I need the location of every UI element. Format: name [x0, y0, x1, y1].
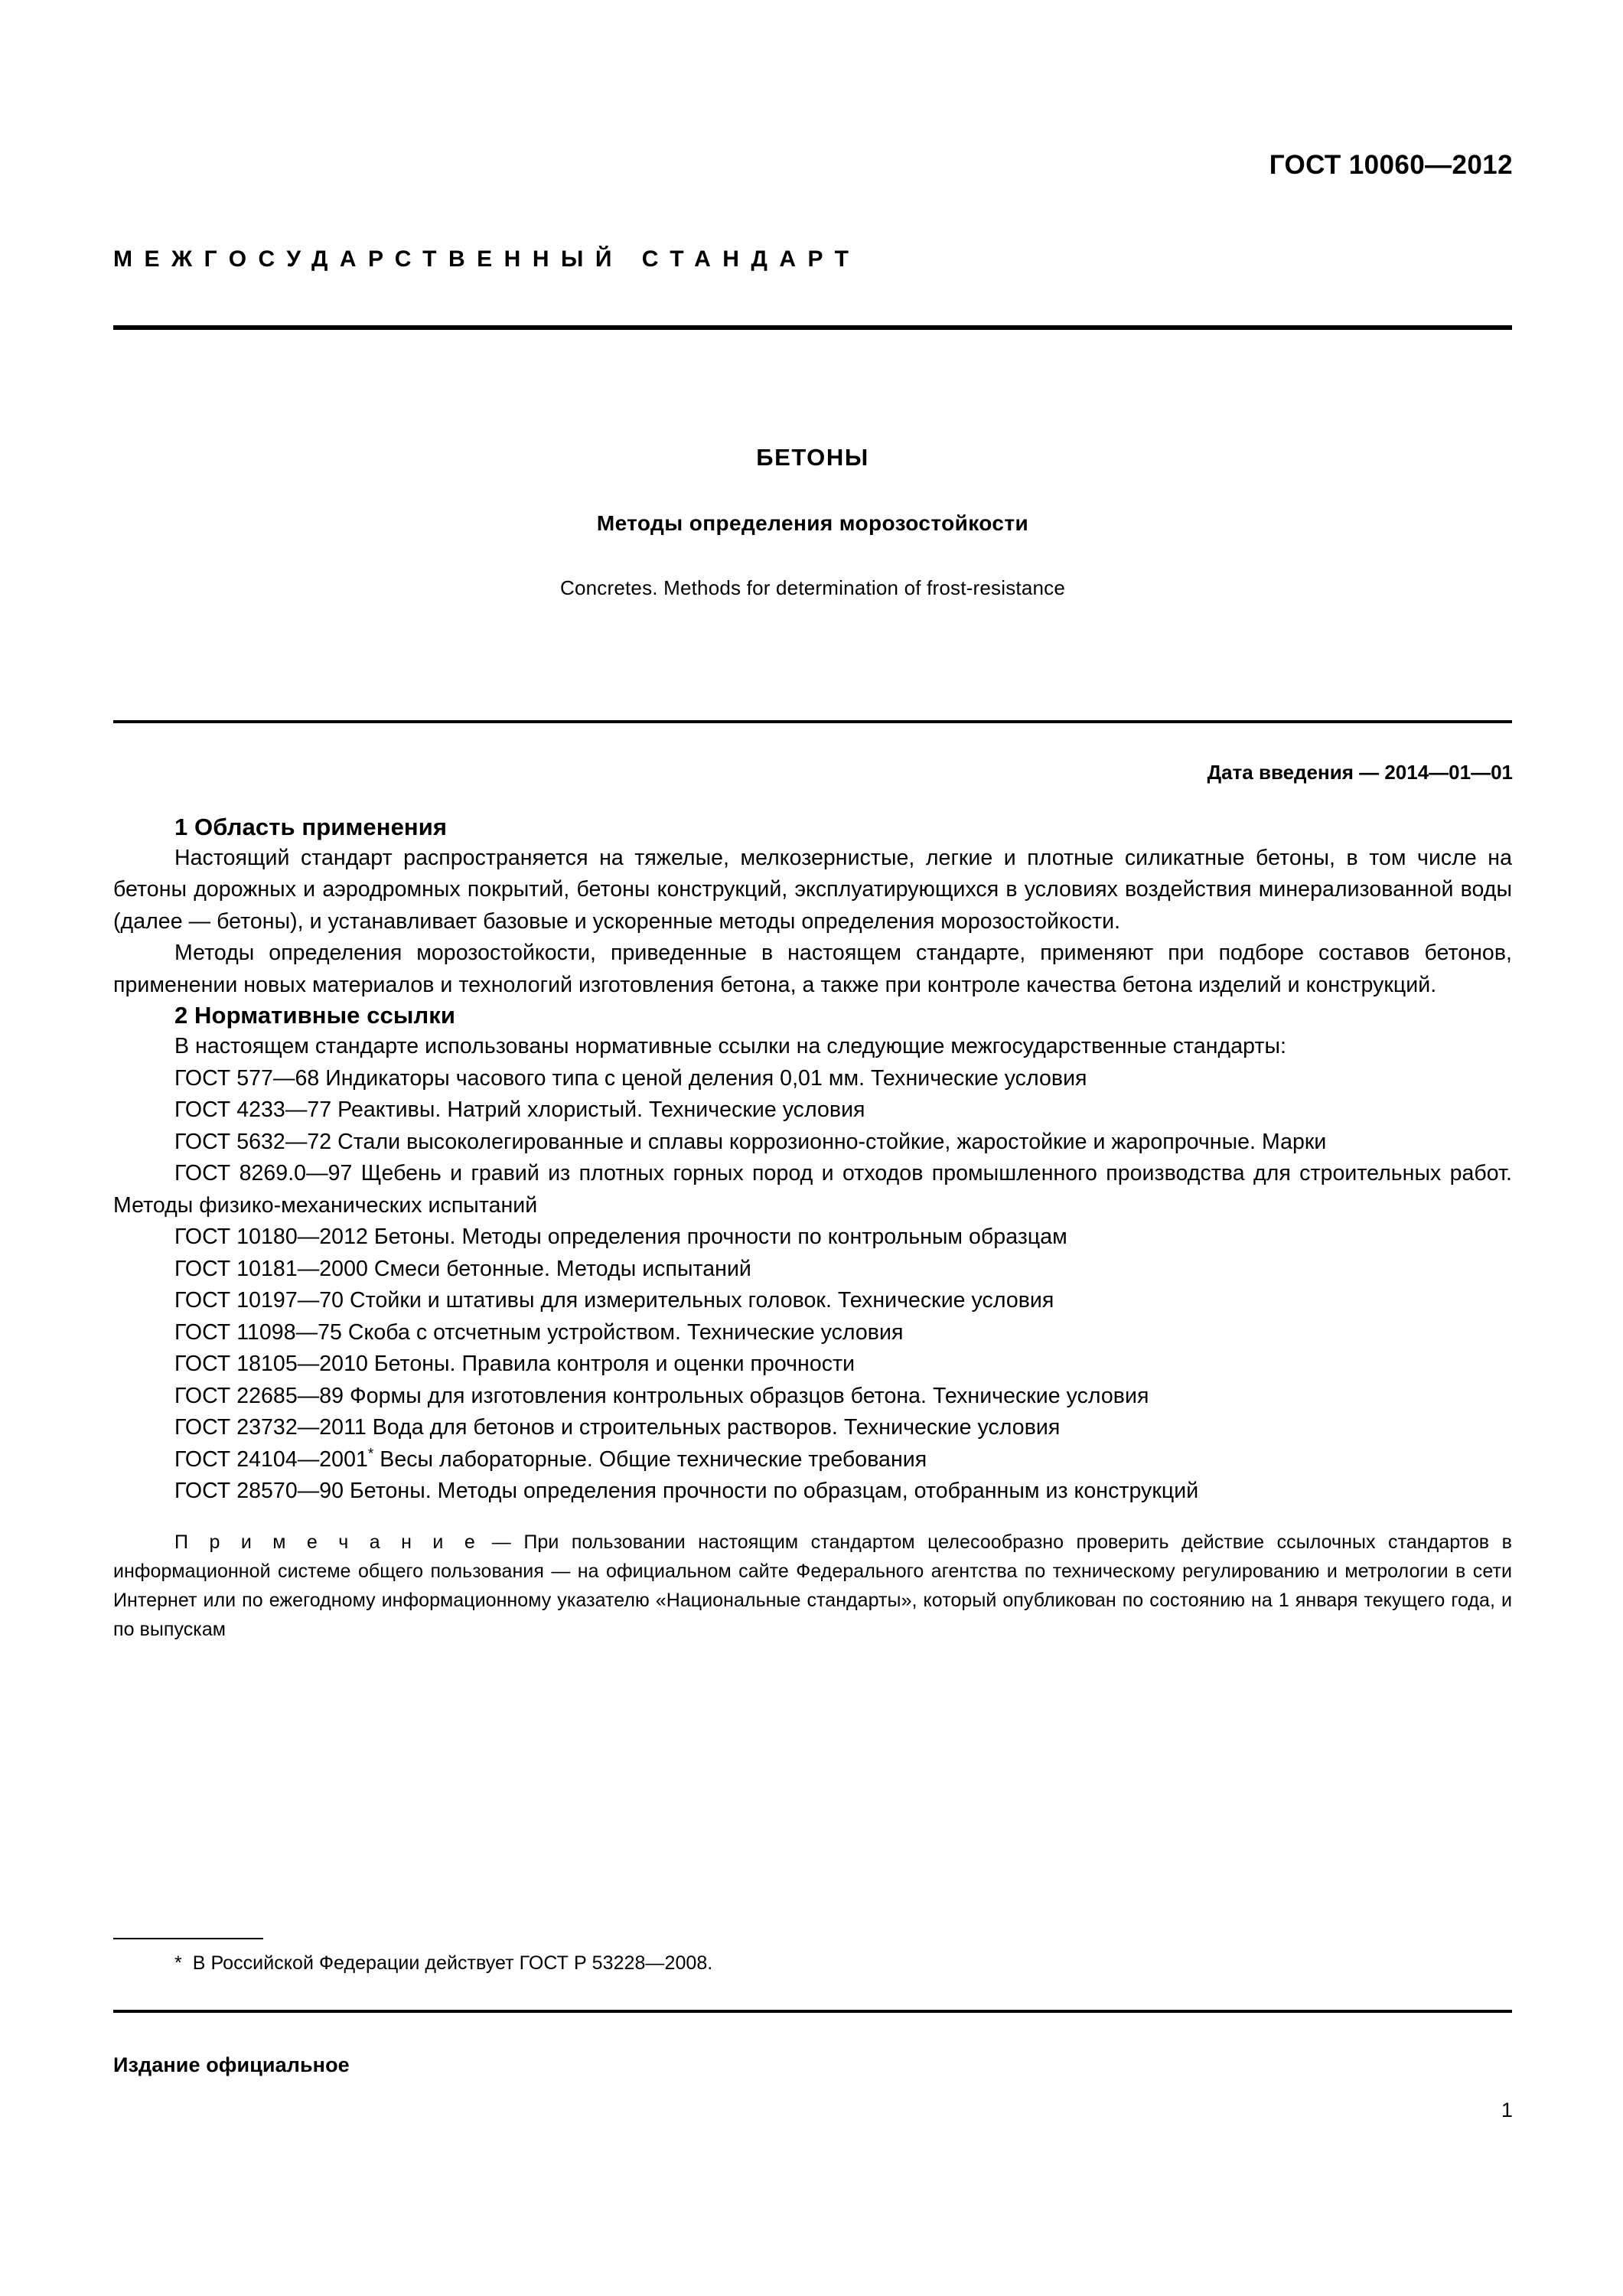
section-heading-1: 1 Область применения — [174, 814, 448, 840]
reference-item: ГОСТ 22685—89 Формы для изготовления контрольных образцов бетона. Технические условия — [174, 1383, 1149, 1408]
reference-item: ГОСТ 10181—2000 Смеси бетонные. Методы испытаний — [174, 1256, 751, 1281]
title-english: Concretes. Methods for determination of frost-resistance — [559, 576, 1066, 599]
introduction-date: Дата введения — 2014—01—01 — [1207, 761, 1513, 784]
footnote-separator-rule — [113, 1938, 263, 1939]
reference-item: ГОСТ 23732—2011 Вода для бетонов и строительных растворов. Технические условия — [174, 1415, 1061, 1440]
footnote-text: В Российской Федерации действует ГОСТ Р 53228—2008. — [192, 1952, 713, 1974]
reference-title: Весы лабораторные. Общие технические требования — [373, 1446, 927, 1472]
title-block — [113, 444, 1512, 600]
reference-item: ГОСТ 5632—72 Стали высоколегированные и сплавы коррозионно-стойкие, жаростойкие и жаропрочные. Марки — [174, 1129, 1327, 1154]
reference-item: ГОСТ 8269.0—97 Щебень и гравий из плотных горных пород и отходов промышленного производства для строительных работ. Методы физико-механических испытаний — [113, 1161, 1512, 1218]
reference-item: ГОСТ 18105—2010 Бетоны. Правила контроля и оценки прочности — [174, 1352, 855, 1376]
footnote-marker-symbol: * — [174, 1952, 182, 1974]
reference-code: ГОСТ 24104—2001 — [174, 1446, 368, 1472]
reference-item: ГОСТ 577—68 Индикаторы часового типа с ценой деления 0,01 мм. Технические условия — [174, 1065, 1087, 1091]
section-heading-2: 2 Нормативные ссылки — [174, 1002, 456, 1029]
title-main: БЕТОНЫ — [756, 444, 869, 471]
title-subtitle: Методы определения морозостойкости — [596, 511, 1029, 535]
section-1-paragraph-2: Методы определения морозостойкости, приведенные в настоящем стандарте, применяют при подборе составов бетонов, применении новых материалов и технологий изготовления бетона, а также при контроле качества бетона изделий и конструкций. — [113, 941, 1512, 997]
footer-divider-rule — [113, 2010, 1512, 2013]
reference-item: ГОСТ 10197—70 Стойки и штативы для измерительных головок. Технические условия — [174, 1288, 1054, 1313]
standard-kind-heading: МЕЖГОСУДАРСТВЕННЫЙ СТАНДАРТ — [113, 246, 861, 272]
official-edition-label: Издание официальное — [113, 2053, 350, 2076]
note-body: — При пользовании настоящим стандартом целесообразно проверить действие ссылочных стандартов в информационной системе общего пользования — на официальном сайте Федерального агентства по техническому регулированию и метрологии в сети Интернет или по ежегодному информационному указателю «Национальные стандарты», который опубликован по состоянию на 1 января текущего года, и по выпускам — [113, 1531, 1512, 1640]
reference-item: ГОСТ 11098—75 Скоба с отсчетным устройством. Технические условия — [174, 1319, 904, 1345]
footnote-marker: * — [367, 1446, 374, 1462]
reference-item: ГОСТ 28570—90 Бетоны. Методы определения прочности по образцам, отобранным из конструкций — [174, 1479, 1199, 1503]
reference-item: ГОСТ 4233—77 Реактивы. Натрий хлористый. Технические условия — [174, 1097, 865, 1122]
page-footnote — [113, 1950, 1512, 1976]
document-body — [113, 813, 1512, 1644]
reference-item-with-footnote — [113, 1444, 1512, 1476]
header-divider-rule — [113, 325, 1512, 330]
document-number: ГОСТ 10060—2012 — [1269, 150, 1513, 180]
title-divider-rule — [113, 720, 1512, 723]
page-number: 1 — [1501, 2099, 1513, 2122]
normative-references-note — [113, 1528, 1512, 1644]
normative-references-list — [113, 1063, 1512, 1508]
section-2-intro: В настоящем стандарте использованы нормативные ссылки на следующие межгосударственные стандарты: — [174, 1034, 1286, 1058]
note-label: П р и м е ч а н и е — [174, 1531, 480, 1553]
section-1-paragraph-1: Настоящий стандарт распространяется на тяжелые, мелкозернистые, легкие и плотные силикатные бетоны, в том числе на бетоны дорожных и аэродромных покрытий, бетоны конструкций, эксплуатирующихся в условиях воздействия минерализованной воды (далее — бетоны), и устанавливает базовые и ускоренные методы определения морозостойкости. — [113, 845, 1512, 934]
reference-item: ГОСТ 10180—2012 Бетоны. Методы определения прочности по контрольным образцам — [174, 1225, 1067, 1249]
